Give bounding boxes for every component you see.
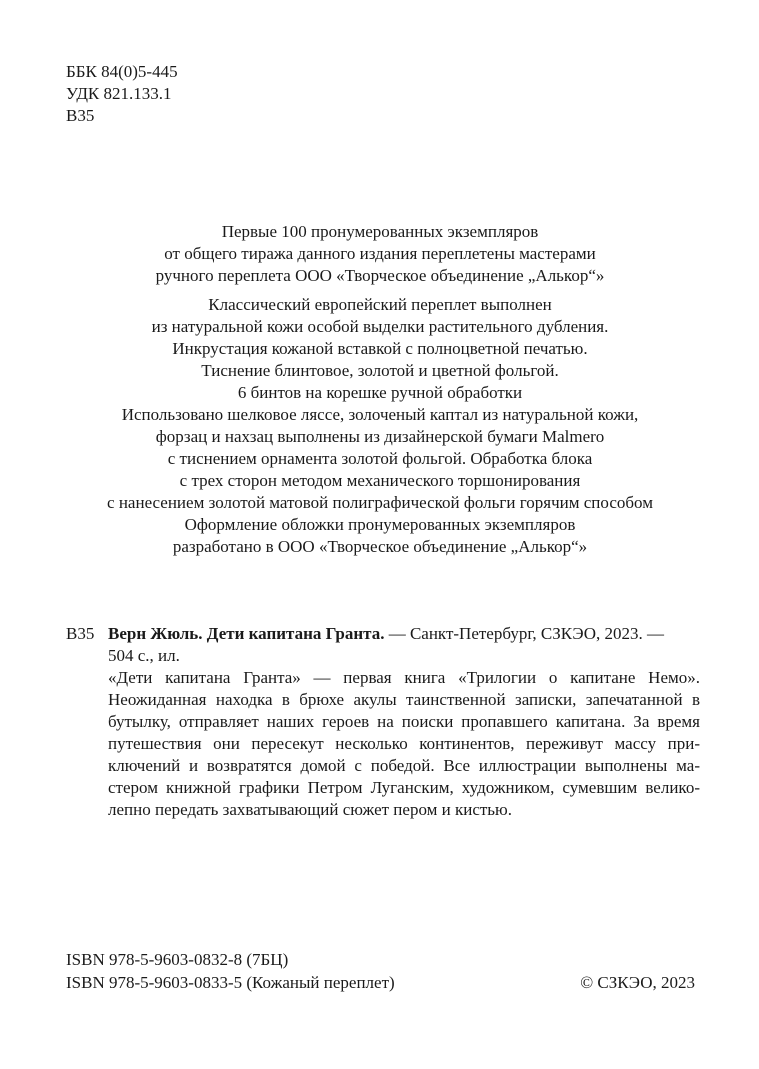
classification-codes <box>66 61 178 127</box>
imprint: — Санкт-Петербург, СЗКЭО, 2023. — <box>384 624 665 643</box>
bbk-code: ББК 84(0)5-445 <box>66 62 178 81</box>
abstract-line: стером книжной графики Петром Луганским, художником, сумевшим велико- <box>108 778 700 797</box>
note-line: форзац и нахзац выполнены из дизайнерской бумаги Malmero <box>155 427 605 446</box>
edition-note-paragraph-3 <box>60 404 700 558</box>
note-line: Классический европейский переплет выполнен <box>208 295 552 314</box>
note-line: из натуральной кожи особой выделки растительного дубления. <box>151 317 609 336</box>
isbn-line-1: ISBN 978-5-9603-0832-8 (7БЦ) <box>66 950 289 969</box>
biblio-code: В35 <box>66 624 95 643</box>
pages-info: 504 с., ил. <box>108 646 180 665</box>
note-line: от общего тиража данного издания переплетены мастерами <box>164 244 596 263</box>
author-title: Верн Жюль. Дети капитана Гранта. <box>108 624 385 643</box>
abstract-line: ключений и возвратятся домой с победой. Все иллюстрации выполнены ма- <box>108 756 700 775</box>
biblio-lead-line <box>108 623 700 645</box>
biblio-heading <box>108 623 700 667</box>
edition-note-paragraph-1 <box>60 221 700 287</box>
author-mark: В35 <box>66 106 95 125</box>
isbn-line-2: ISBN 978-5-9603-0833-5 (Кожаный переплет) <box>66 973 395 992</box>
note-line: разработано в ООО «Творческое объединение „Алькор“» <box>172 537 588 556</box>
edition-note-paragraph-2 <box>60 294 700 404</box>
note-line: Инкрустация кожаной вставкой с полноцветной печатью. <box>172 339 588 358</box>
abstract-line: бутылку, отправляет наших героев на поиски пропавшего капитана. За время <box>108 712 700 731</box>
note-line: 6 бинтов на корешке ручной обработки <box>237 383 523 402</box>
note-line: с тиснением орнамента золотой фольгой. Обработка блока <box>167 449 593 468</box>
note-line: ручного переплета ООО «Творческое объединение „Алькор“» <box>155 266 605 285</box>
note-line: Первые 100 пронумерованных экземпляров <box>221 222 539 241</box>
abstract-line: Неожиданная находка в брюхе акулы таинственной записки, запечатанной в <box>108 690 700 709</box>
abstract-line: лепно передать захватывающий сюжет пером и кистью. <box>108 800 513 819</box>
note-line: с нанесением золотой матовой полиграфической фольги горячим способом <box>107 493 653 512</box>
note-line: с трех сторон методом механического торшонирования <box>179 471 581 490</box>
note-line: Тиснение блинтовое, золотой и цветной фольгой. <box>201 361 559 380</box>
udk-code: УДК 821.133.1 <box>66 84 172 103</box>
abstract-line: путешествия они пересекут несколько континентов, переживут массу при- <box>108 734 700 753</box>
note-line: Использовано шелковое ляссе, золоченый каптал из натуральной кожи, <box>121 405 639 424</box>
abstract-line: «Дети капитана Гранта» — первая книга «Трилогии о капитане Немо». <box>108 668 700 687</box>
book-abstract <box>108 667 700 821</box>
isbn-block <box>66 949 395 995</box>
note-line: Оформление обложки пронумерованных экземпляров <box>184 515 576 534</box>
copyright-notice: © СЗКЭО, 2023 <box>580 973 695 992</box>
